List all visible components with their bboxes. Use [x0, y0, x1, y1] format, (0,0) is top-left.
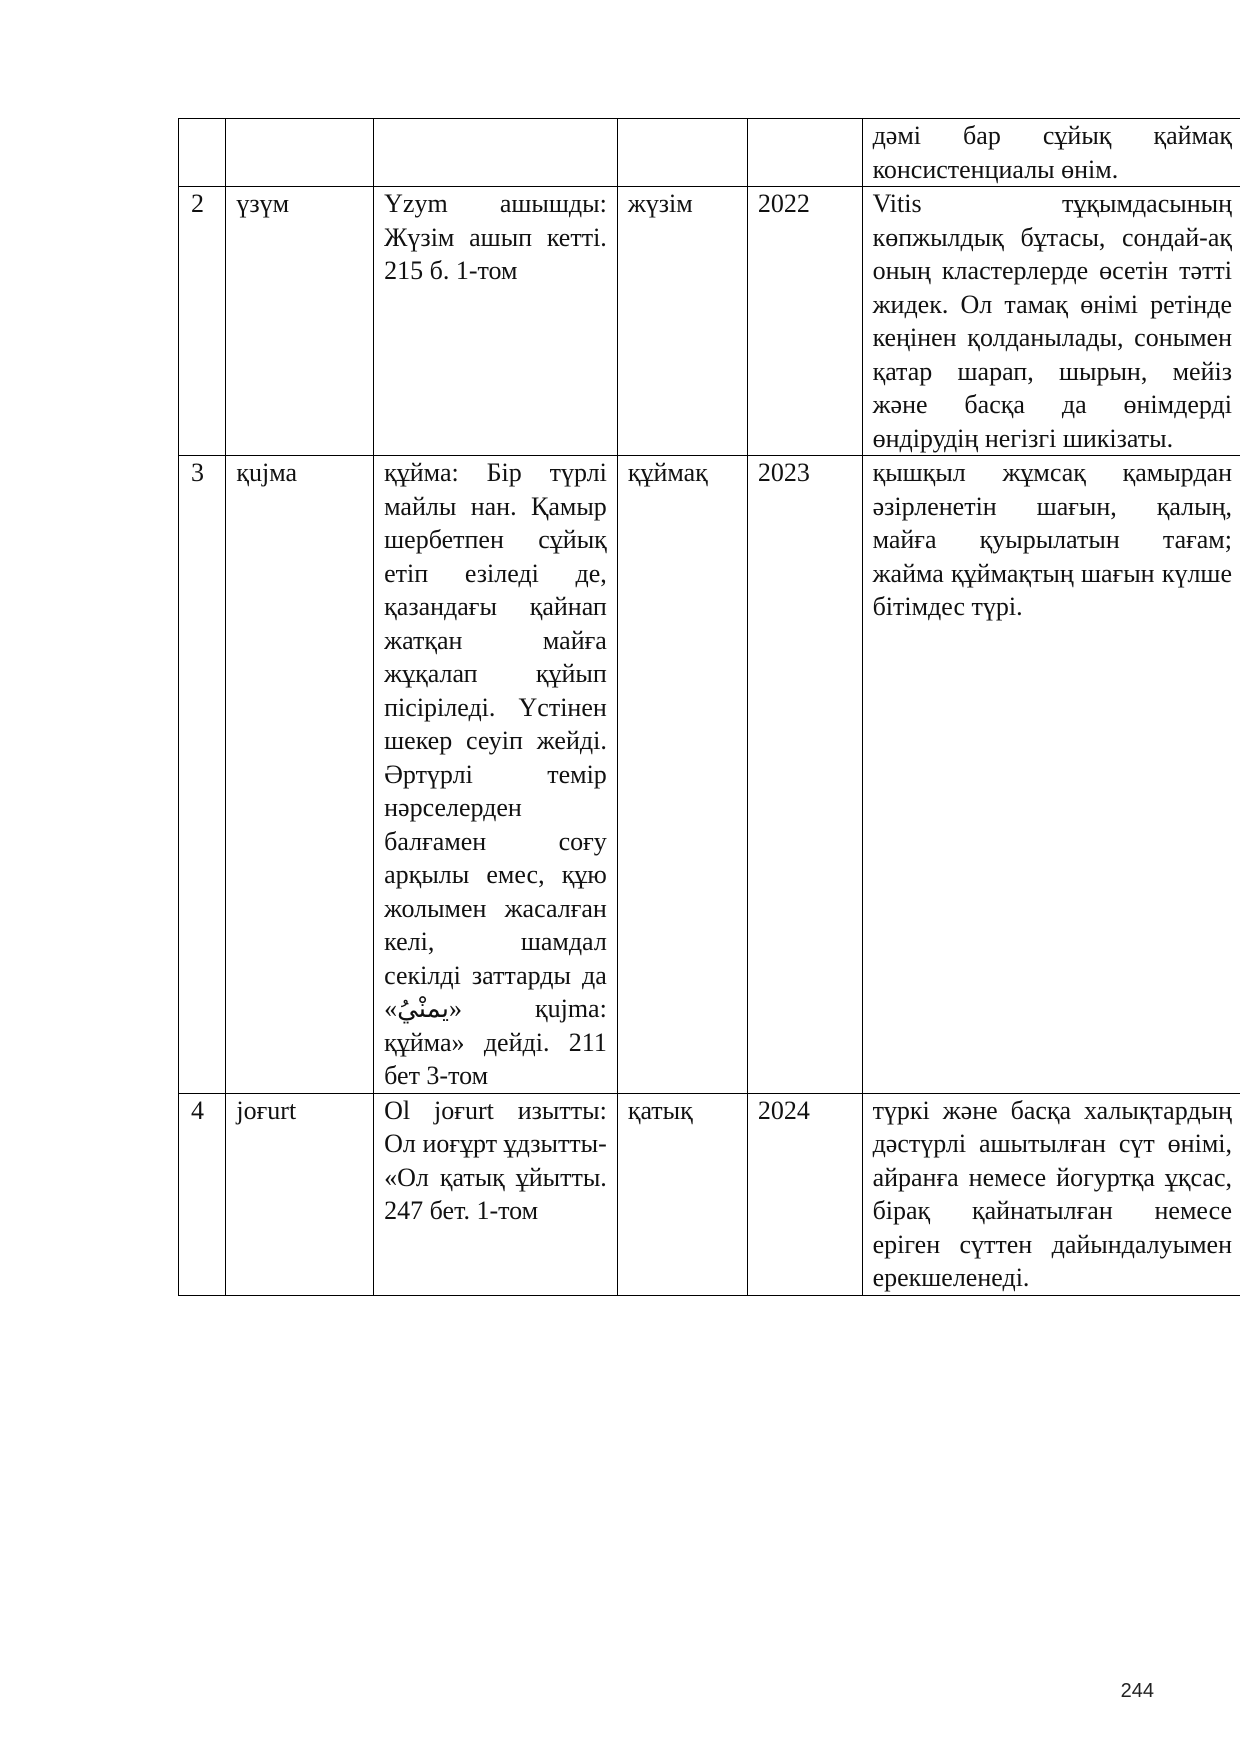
- cell-source-word: [226, 119, 374, 187]
- cell-source-example: Ol joғurt изытты: Ол иоғұрт ұдзытты- «Ол қатық ұйытты. 247 бет. 1-том: [374, 1093, 618, 1295]
- cell-modern-word: жүзім: [617, 187, 747, 456]
- cell-year: [747, 119, 862, 187]
- cell-source-example: [374, 119, 618, 187]
- cell-number: 4: [179, 1093, 226, 1295]
- cell-meaning: түркі және басқа халықтардың дәстүрлі ашытылған сүт өнімі, айранға немесе йогуртқа ұқсас, бірақ қайнатылған немесе еріген сүттен дайындалуымен ерекшеленеді.: [862, 1093, 1240, 1295]
- cell-meaning: Vitis тұқымдасының көпжылдық бұтасы, сондай-ақ оның кластерлерде өсетін тәтті жидек. Ол тамақ өнімі ретінде кеңінен қолданылады, сонымен қатар шарап, шырын, мейіз және басқа да өнімдерді өндірудің негізгі шикізаты.: [862, 187, 1240, 456]
- cell-source-example: құйма: Бір түрлі майлы нан. Қамыр шербетпен сұйық етіп езіледі де, қазандағы қайнап жатқан майға жұқалап құйып пісіріледі. Үстінен шекер сеуіп жейді. Әртүрлі темір нәрселерден балғамен соғу арқылы емес, құю жолымен жасалған келі, шамдал секілді заттарды да «يمنْيُ» қujma: құйма» дейді. 211 бет 3-том: [374, 456, 618, 1094]
- cell-year: 2023: [747, 456, 862, 1094]
- cell-source-example: Үzym ашышды: Жүзім ашып кетті. 215 б. 1-том: [374, 187, 618, 456]
- cell-meaning: қышқыл жұмсақ қамырдан әзірленетін шағын, қалың, майға қуырылатын тағам; жайма құймақтың шағын күлше бітімдес түрі.: [862, 456, 1240, 1094]
- page-number: 244: [1120, 1680, 1154, 1702]
- table-row: [179, 456, 1240, 1094]
- cell-source-word: joғurt: [226, 1093, 374, 1295]
- cell-number: [179, 119, 226, 187]
- cell-source-word: қujма: [226, 456, 374, 1094]
- cell-modern-word: қатық: [617, 1093, 747, 1295]
- cell-source-word: үзүм: [226, 187, 374, 456]
- cell-number: 2: [179, 187, 226, 456]
- cell-number: 3: [179, 456, 226, 1094]
- cell-modern-word: құймақ: [617, 456, 747, 1094]
- table-row: [179, 1093, 1240, 1295]
- dictionary-table: [178, 118, 1240, 1296]
- cell-year: 2024: [747, 1093, 862, 1295]
- cell-meaning: дәмі бар сұйық қаймақ консистенциалы өнім.: [862, 119, 1240, 187]
- table-row-continuation: [179, 119, 1240, 187]
- cell-modern-word: [617, 119, 747, 187]
- table-row: [179, 187, 1240, 456]
- cell-year: 2022: [747, 187, 862, 456]
